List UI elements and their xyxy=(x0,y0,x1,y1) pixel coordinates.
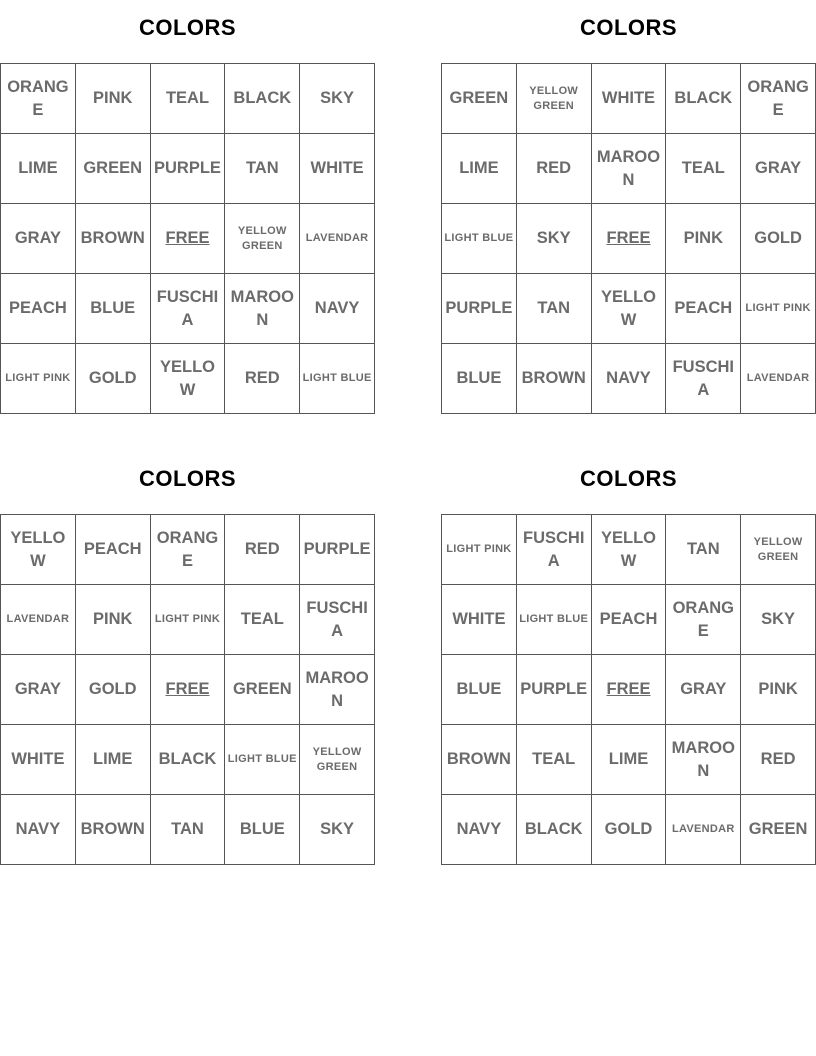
bingo-cell: LIGHT BLUE xyxy=(300,344,375,414)
bingo-cell: NAVY xyxy=(300,274,375,344)
bingo-cell: GOLD xyxy=(592,795,667,865)
bingo-cell: TEAL xyxy=(225,585,300,655)
bingo-cell: GRAY xyxy=(666,655,741,725)
bingo-cell: GOLD xyxy=(76,344,151,414)
bingo-cell: LIME xyxy=(1,134,76,204)
bingo-cell: BLACK xyxy=(225,64,300,134)
bingo-cell: YELLOW GREEN xyxy=(300,725,375,795)
bingo-cell: RED xyxy=(517,134,592,204)
bingo-cell: YELLOW xyxy=(151,344,226,414)
bingo-cell: TAN xyxy=(225,134,300,204)
bingo-cell: PURPLE xyxy=(151,134,226,204)
bingo-cell: LAVENDAR xyxy=(741,344,816,414)
free-space-cell: FREE xyxy=(151,655,226,725)
bingo-cell: BLUE xyxy=(442,344,517,414)
bingo-cell: RED xyxy=(225,515,300,585)
bingo-cell: TAN xyxy=(151,795,226,865)
bingo-cell: GRAY xyxy=(741,134,816,204)
bingo-cell: TEAL xyxy=(151,64,226,134)
bingo-cell: PURPLE xyxy=(442,274,517,344)
bingo-cell: BROWN xyxy=(442,725,517,795)
bingo-cell: BROWN xyxy=(76,795,151,865)
bingo-cell: YELLOW xyxy=(592,515,667,585)
bingo-cell: LAVENDAR xyxy=(666,795,741,865)
bingo-cell: TEAL xyxy=(666,134,741,204)
bingo-cell: SKY xyxy=(300,795,375,865)
bingo-cell: NAVY xyxy=(442,795,517,865)
bingo-cell: PURPLE xyxy=(517,655,592,725)
bingo-cell: BLUE xyxy=(76,274,151,344)
bingo-cell: GOLD xyxy=(76,655,151,725)
bingo-cell: PEACH xyxy=(1,274,76,344)
bingo-cell: BLACK xyxy=(666,64,741,134)
bingo-grid xyxy=(0,514,375,865)
bingo-cell: PINK xyxy=(76,585,151,655)
bingo-cell: LIGHT PINK xyxy=(151,585,226,655)
card-title: COLORS xyxy=(138,15,237,40)
bingo-cell: LIME xyxy=(442,134,517,204)
bingo-cell: MAROON xyxy=(300,655,375,725)
bingo-cell: FUSCHIA xyxy=(666,344,741,414)
bingo-cell: LAVENDAR xyxy=(300,204,375,274)
bingo-cell: BROWN xyxy=(517,344,592,414)
bingo-cell: PEACH xyxy=(666,274,741,344)
bingo-cell: BLACK xyxy=(517,795,592,865)
card-title: COLORS xyxy=(138,466,237,491)
bingo-cell: FUSCHIA xyxy=(300,585,375,655)
bingo-cell: GREEN xyxy=(442,64,517,134)
bingo-grid xyxy=(441,63,816,414)
bingo-cell: SKY xyxy=(517,204,592,274)
bingo-cell: MAROON xyxy=(225,274,300,344)
card-title: COLORS xyxy=(579,15,678,40)
bingo-cell: GREEN xyxy=(76,134,151,204)
bingo-cell: PEACH xyxy=(592,585,667,655)
bingo-cell: PINK xyxy=(666,204,741,274)
bingo-cell: TEAL xyxy=(517,725,592,795)
bingo-cell: GREEN xyxy=(741,795,816,865)
bingo-cell: ORANGE xyxy=(151,515,226,585)
bingo-cell: LAVENDAR xyxy=(1,585,76,655)
bingo-cell: YELLOW GREEN xyxy=(225,204,300,274)
bingo-grid xyxy=(0,63,375,414)
bingo-cell: MAROON xyxy=(666,725,741,795)
bingo-cell: GRAY xyxy=(1,204,76,274)
bingo-cell: PURPLE xyxy=(300,515,375,585)
bingo-cell: PINK xyxy=(76,64,151,134)
free-space-cell: FREE xyxy=(151,204,226,274)
bingo-cell: PEACH xyxy=(76,515,151,585)
bingo-cell: YELLOW xyxy=(1,515,76,585)
bingo-cell: FUSCHIA xyxy=(517,515,592,585)
bingo-cell: ORANGE xyxy=(741,64,816,134)
bingo-cell: RED xyxy=(741,725,816,795)
bingo-cell: LIGHT BLUE xyxy=(517,585,592,655)
card-title: COLORS xyxy=(579,466,678,491)
bingo-cell: LIGHT BLUE xyxy=(442,204,517,274)
bingo-cell: TAN xyxy=(517,274,592,344)
bingo-cell: YELLOW GREEN xyxy=(741,515,816,585)
bingo-cell: NAVY xyxy=(592,344,667,414)
bingo-cell: NAVY xyxy=(1,795,76,865)
bingo-cell: SKY xyxy=(741,585,816,655)
bingo-cell: MAROON xyxy=(592,134,667,204)
bingo-cell: GREEN xyxy=(225,655,300,725)
bingo-cell: LIGHT PINK xyxy=(741,274,816,344)
bingo-cell: LIGHT BLUE xyxy=(225,725,300,795)
bingo-cell: LIGHT PINK xyxy=(442,515,517,585)
bingo-cell: LIME xyxy=(592,725,667,795)
bingo-cell: TAN xyxy=(666,515,741,585)
bingo-cell: WHITE xyxy=(1,725,76,795)
bingo-cell: GRAY xyxy=(1,655,76,725)
free-space-cell: FREE xyxy=(592,204,667,274)
bingo-cell: YELLOW xyxy=(592,274,667,344)
bingo-grid xyxy=(441,514,816,865)
bingo-cell: SKY xyxy=(300,64,375,134)
bingo-cell: BLUE xyxy=(225,795,300,865)
bingo-cell: LIGHT PINK xyxy=(1,344,76,414)
bingo-cell: ORANGE xyxy=(666,585,741,655)
bingo-cell: WHITE xyxy=(592,64,667,134)
bingo-cell: WHITE xyxy=(442,585,517,655)
bingo-cell: PINK xyxy=(741,655,816,725)
bingo-cell: BLACK xyxy=(151,725,226,795)
bingo-cell: ORANGE xyxy=(1,64,76,134)
bingo-cell: BLUE xyxy=(442,655,517,725)
bingo-cell: FUSCHIA xyxy=(151,274,226,344)
bingo-cell: RED xyxy=(225,344,300,414)
bingo-cell: WHITE xyxy=(300,134,375,204)
bingo-cell: BROWN xyxy=(76,204,151,274)
bingo-cell: YELLOW GREEN xyxy=(517,64,592,134)
free-space-cell: FREE xyxy=(592,655,667,725)
bingo-cell: LIME xyxy=(76,725,151,795)
bingo-cell: GOLD xyxy=(741,204,816,274)
